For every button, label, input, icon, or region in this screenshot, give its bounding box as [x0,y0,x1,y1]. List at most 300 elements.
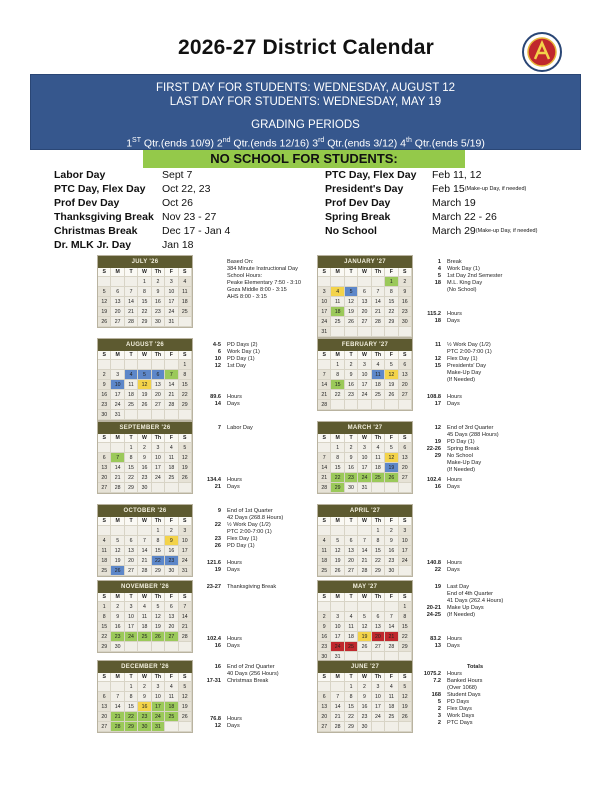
weekday-header: S [179,351,192,360]
note-date [201,529,227,536]
day-cell: 7 [111,692,124,702]
day-cell: 13 [152,380,165,390]
note-line [421,460,531,467]
note-date: 12 [214,363,221,369]
quarter-text: Qtr.(ends 10/9) [140,137,217,150]
day-cell: 7 [358,536,371,546]
day-cell: 2 [399,277,412,287]
hours-row [201,477,311,484]
note-date: 18 [434,280,441,286]
day-cell [399,722,412,732]
weekday-header: S [179,268,192,277]
note-date: 4-5 [212,342,221,348]
day-cell: 2 [138,443,151,453]
day-cell [111,526,124,536]
day-cell: 22 [98,632,111,642]
day-cell [165,360,178,370]
day-cell: 16 [98,390,111,400]
weekday-header: W [358,268,371,277]
quarter-num: 1 [126,137,133,150]
note-line [421,356,531,363]
month-header: DECEMBER '26 [98,661,192,673]
dates-banner [30,74,581,150]
day-cell [399,400,412,410]
note-date [201,294,227,301]
day-cell: 22 [385,307,398,317]
day-cell: 28 [372,317,385,327]
day-cell: 3 [358,360,371,370]
quarter-suffix: ST [132,137,141,144]
month-calendar [317,421,413,494]
holiday-name: Prof Dev Day [325,197,391,209]
hours-row [421,311,531,318]
quarter-suffix: rd [318,137,325,144]
day-cell: 17 [372,702,385,712]
note-date [201,515,227,522]
hours-value: 76.8 [210,716,221,722]
month-summary [421,394,531,408]
day-cell [138,642,151,652]
day-cell: 3 [152,682,165,692]
day-cell: 21 [138,556,151,566]
days-row [201,643,311,650]
weekday-header: Th [152,351,165,360]
day-cell: 24 [358,390,371,400]
day-cell: 30 [152,317,165,327]
day-cell [179,317,192,327]
hours-row [421,477,531,484]
day-cell: 25 [318,566,331,576]
day-cell: 7 [165,370,178,380]
days-label: Days [447,567,460,573]
day-cell [165,410,178,420]
days-value: 17 [434,401,441,407]
day-cell: 10 [399,536,412,546]
day-cell: 29 [372,566,385,576]
day-cell: 18 [372,463,385,473]
day-cell: 25 [125,400,138,410]
hours-label: Hours [227,560,242,566]
month-header: SEPTEMBER '26 [98,422,192,434]
weekday-header: Th [152,434,165,443]
month-notes [421,259,531,294]
day-cell [125,410,138,420]
day-cell: 11 [331,297,344,307]
day-cell: 6 [165,602,178,612]
day-cell: 11 [165,453,178,463]
note-text: PTC 2:00-7:00 (1) [447,349,492,355]
days-row [201,484,311,491]
holiday-date: Feb 11, 12 [432,169,482,181]
note-text: Last Day [447,584,470,590]
note-line [201,363,311,370]
day-cell: 12 [331,546,344,556]
note-date [421,432,447,439]
day-cell [385,400,398,410]
weekday-header: F [385,351,398,360]
day-cell: 2 [138,682,151,692]
month-header: FEBRUARY '27 [318,339,412,351]
quarter-num: 3 [312,137,319,150]
holiday-row [325,168,585,182]
day-cell: 19 [179,702,192,712]
note-date [201,273,227,280]
weekday-header: F [165,593,178,602]
day-cell [372,327,385,337]
day-cell: 9 [345,453,358,463]
note-text: 40 Days (256 Hours) [227,671,279,677]
day-cell: 24 [125,632,138,642]
hours-label: Hours [447,394,462,400]
note-line [201,664,311,671]
days-label: Days [227,567,240,573]
last-day-text: LAST DAY FOR STUDENTS: WEDNESDAY, MAY 19 [169,96,442,108]
month-header: NOVEMBER '26 [98,581,192,593]
day-cell: 10 [331,622,344,632]
day-cell: 5 [345,287,358,297]
day-cell: 20 [399,463,412,473]
day-cell: 30 [138,722,151,732]
day-cell: 4 [165,443,178,453]
day-cell: 1 [345,682,358,692]
holiday-name: PTC Day, Flex Day [54,183,146,195]
day-cell: 23 [345,473,358,483]
day-cell: 17 [165,297,178,307]
day-cell: 18 [385,702,398,712]
day-cell: 18 [345,632,358,642]
day-cell: 17 [179,546,192,556]
day-cell: 24 [111,400,124,410]
day-cell [165,483,178,493]
day-cell: 24 [399,556,412,566]
note-date [421,598,447,605]
day-cell: 13 [98,463,111,473]
day-cell: 30 [98,410,111,420]
day-cell [345,526,358,536]
note-line [201,294,311,301]
day-cell: 26 [358,642,371,652]
day-cell: 10 [372,692,385,702]
day-cell: 28 [318,483,331,493]
day-cell: 6 [98,453,111,463]
day-cell: 20 [165,622,178,632]
note-date: 19 [434,439,441,445]
weekday-header: S [399,673,412,682]
day-cell: 21 [125,307,138,317]
days-row [421,318,531,325]
note-date: 23 [214,536,221,542]
note-text: AHS 8:00 - 3:15 [227,294,267,300]
hours-label: Hours [227,636,242,642]
days-value: 16 [434,484,441,490]
day-cell: 4 [98,536,111,546]
day-cell: 26 [152,632,165,642]
quarter-suffix: th [406,137,412,144]
note-date [421,377,447,384]
day-cell: 23 [399,307,412,317]
day-cell: 19 [111,556,124,566]
hours-value: 115.2 [427,311,441,317]
note-date: 7 [217,425,221,431]
day-cell: 3 [358,443,371,453]
day-cell: 10 [125,612,138,622]
weekday-header: M [111,351,124,360]
day-cell: 11 [179,287,192,297]
day-cell [98,360,111,370]
day-cell: 7 [111,453,124,463]
day-cell: 27 [98,722,111,732]
month-summary [421,636,531,650]
note-text: PD Day (1) [227,356,255,362]
month-notes [201,259,311,301]
day-cell: 13 [358,297,371,307]
weekday-header: F [385,517,398,526]
day-cell [98,443,111,453]
holiday-name: PTC Day, Flex Day [325,169,417,181]
note-text: Make-Up Day [447,370,482,376]
day-cell: 20 [318,712,331,722]
holiday-name: Thanksgiving Break [54,211,154,223]
weekday-header: T [345,434,358,443]
day-cell: 9 [385,536,398,546]
day-cell [358,602,371,612]
day-cell: 4 [345,612,358,622]
month-grid [98,268,192,327]
note-date: 1 [437,259,441,265]
day-cell [125,642,138,652]
day-cell: 5 [152,602,165,612]
day-cell: 6 [372,612,385,622]
holiday-row [54,210,324,224]
day-cell: 14 [318,463,331,473]
hours-value: 102.4 [207,636,221,642]
day-cell: 11 [318,546,331,556]
weekday-header: S [98,434,111,443]
day-cell: 2 [318,612,331,622]
day-cell: 29 [125,722,138,732]
holiday-date: March 22 - 26 [432,211,497,223]
days-row [421,401,531,408]
day-cell: 4 [125,370,138,380]
note-line [421,612,531,619]
day-cell: 15 [331,463,344,473]
day-cell: 16 [165,546,178,556]
day-cell [318,443,331,453]
day-cell [331,526,344,536]
day-cell: 15 [138,297,151,307]
day-cell: 23 [345,390,358,400]
day-cell: 6 [152,370,165,380]
holiday-date: Oct 22, 23 [162,183,211,195]
day-cell: 6 [345,536,358,546]
totals-row [421,706,531,713]
weekday-header: T [345,351,358,360]
day-cell [179,722,192,732]
note-date [421,467,447,474]
day-cell: 18 [165,463,178,473]
day-cell: 21 [372,307,385,317]
day-cell [179,410,192,420]
note-date [201,266,227,273]
day-cell [111,443,124,453]
day-cell: 28 [125,317,138,327]
day-cell: 29 [179,400,192,410]
note-line [421,439,531,446]
day-cell: 6 [399,443,412,453]
day-cell: 28 [165,400,178,410]
totals-value: 2 [437,720,441,726]
quarter-text: Qtr.(ends 5/19) [411,137,485,150]
day-cell: 17 [318,307,331,317]
day-cell: 8 [98,612,111,622]
quarter-text: Qtr.(ends 3/12) [324,137,401,150]
day-cell: 29 [98,642,111,652]
day-cell: 10 [165,287,178,297]
weekday-header: Th [372,593,385,602]
holiday-date: Feb 15 [432,183,465,195]
month-header: APRIL '27 [318,505,412,517]
note-line [421,287,531,294]
note-date: 29 [434,453,441,459]
month-calendar [97,338,193,421]
day-cell: 29 [138,317,151,327]
note-text: Make-Up Day [447,460,482,466]
day-cell: 12 [138,380,151,390]
holiday-row [325,196,585,210]
weekday-header: T [125,434,138,443]
day-cell: 14 [358,546,371,556]
day-cell [152,410,165,420]
day-cell: 14 [165,380,178,390]
day-cell: 11 [372,453,385,463]
totals-label: Banked Hours [447,678,483,684]
day-cell: 25 [372,473,385,483]
day-cell [165,642,178,652]
day-cell: 30 [165,566,178,576]
day-cell: 16 [152,297,165,307]
day-cell: 15 [331,380,344,390]
day-cell: 28 [385,642,398,652]
day-cell: 27 [345,566,358,576]
day-cell: 4 [165,682,178,692]
day-cell: 5 [399,682,412,692]
month-header: JANUARY '27 [318,256,412,268]
holiday-row [325,182,585,196]
note-text: Flex Day (1) [447,356,478,362]
note-line [201,522,311,529]
day-cell: 26 [399,712,412,722]
note-line [421,425,531,432]
day-cell: 6 [98,692,111,702]
day-cell: 7 [138,536,151,546]
day-cell [125,526,138,536]
day-cell: 10 [111,380,124,390]
weekday-header: S [399,517,412,526]
note-text: Work Day (1) [447,266,480,272]
weekday-header: S [98,593,111,602]
month-calendar [97,504,193,577]
day-cell: 27 [399,390,412,400]
weekday-header: W [358,434,371,443]
holiday-date: Dec 17 - Jan 4 [162,225,231,237]
day-cell [345,602,358,612]
note-text: 384 Minute Instructional Day [227,266,298,272]
day-cell [318,682,331,692]
day-cell: 9 [399,287,412,297]
day-cell: 1 [125,443,138,453]
day-cell [318,277,331,287]
day-cell: 9 [138,453,151,463]
days-row [421,643,531,650]
day-cell: 22 [331,473,344,483]
day-cell [98,277,111,287]
note-date: 26 [214,543,221,549]
weekday-header: F [385,434,398,443]
note-line [201,584,311,591]
day-cell: 15 [125,702,138,712]
weekday-header: T [125,517,138,526]
day-cell: 24 [165,307,178,317]
day-cell: 21 [179,622,192,632]
note-line [421,349,531,356]
note-date: 6 [217,349,221,355]
note-text: Goza Middle 8:00 - 3:15 [227,287,287,293]
holiday-row [54,168,324,182]
day-cell [331,327,344,337]
holiday-row [325,224,585,238]
note-text: Spring Break [447,446,480,452]
month-summary [201,636,311,650]
day-cell: 23 [138,712,151,722]
day-cell: 22 [331,390,344,400]
hours-value: 134.4 [207,477,221,483]
totals-label: Work Days [447,713,475,719]
day-cell: 23 [111,632,124,642]
day-cell: 13 [345,546,358,556]
day-cell: 25 [345,642,358,652]
month-header: MARCH '27 [318,422,412,434]
weekday-header: F [165,673,178,682]
day-cell [331,400,344,410]
day-cell [331,682,344,692]
month-summary [421,560,531,574]
weekday-header: T [125,673,138,682]
weekday-header: T [345,593,358,602]
hours-label: Hours [447,636,462,642]
day-cell: 28 [179,632,192,642]
totals-value: 3 [437,713,441,719]
day-cell: 19 [98,307,111,317]
note-text: School Hours: [227,273,263,279]
month-grid [98,593,192,652]
note-line [201,342,311,349]
note-date [421,349,447,356]
days-label: Days [227,723,240,729]
weekday-header: Th [372,673,385,682]
note-date: 17-31 [206,678,221,684]
month-calendar [317,504,413,577]
note-text: Peake Elementary 7:50 - 3:10 [227,280,302,286]
totals-value: 168 [431,692,441,698]
day-cell: 19 [331,556,344,566]
weekday-header: S [399,351,412,360]
note-line [421,280,531,287]
holiday-row [54,224,324,238]
note-text: (If Needed) [447,612,475,618]
day-cell: 17 [331,632,344,642]
month-grid [318,434,412,493]
weekday-header: Th [152,268,165,277]
